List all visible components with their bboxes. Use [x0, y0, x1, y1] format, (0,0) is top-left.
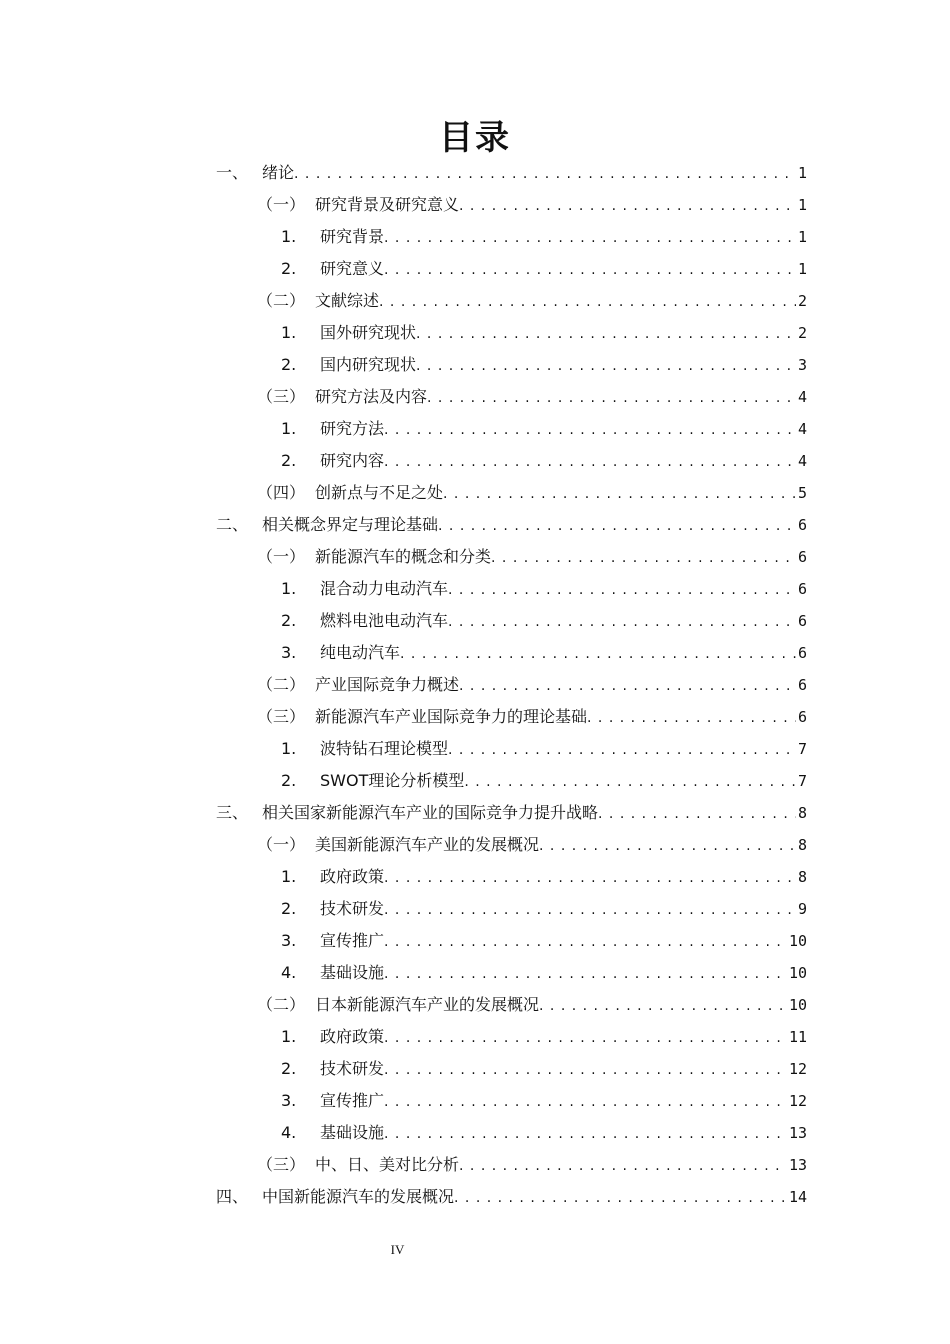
toc-entry-number: （三）	[257, 707, 306, 726]
toc-entry-number: （二）	[257, 995, 306, 1014]
toc-entry-number: 1.	[281, 739, 297, 758]
toc-entry-number: （一）	[257, 835, 306, 854]
toc-entry-page: 6	[797, 708, 807, 726]
toc-entry-page: 4	[797, 452, 807, 470]
toc-entry-page: 6	[797, 644, 807, 662]
toc-entry-title: 技术研发	[320, 899, 385, 918]
toc-entry[interactable]	[281, 349, 807, 381]
toc-entry-title: 基础设施	[320, 1123, 385, 1142]
toc-entry[interactable]	[216, 1181, 807, 1213]
toc-entry-page: 11	[788, 1028, 807, 1046]
toc-entry[interactable]	[257, 1149, 807, 1181]
toc-entry-title: 研究背景及研究意义	[315, 195, 460, 214]
toc-entry-page: 9	[797, 900, 807, 918]
toc-entry-page: 10	[788, 996, 807, 1014]
toc-entry-title: 相关国家新能源汽车产业的国际竞争力提升战略	[262, 803, 599, 822]
toc-entry-page: 1	[797, 196, 807, 214]
toc-entry-page: 3	[797, 356, 807, 374]
toc-entry-number: 1.	[281, 227, 297, 246]
toc-entry-page: 2	[797, 292, 807, 310]
toc-entry-title: SWOT理论分析模型	[320, 771, 465, 790]
toc-leader-dots	[384, 253, 796, 285]
toc-leader-dots	[598, 797, 796, 829]
toc-leader-dots	[448, 605, 796, 637]
toc-entry-number: 一、	[216, 163, 249, 182]
toc-entry-title: 波特钻石理论模型	[320, 739, 449, 758]
toc-entry[interactable]	[281, 861, 807, 893]
toc-entry-title: 燃料电池电动汽车	[320, 611, 449, 630]
toc-entry-number: 4.	[281, 963, 297, 982]
toc-entry[interactable]	[216, 157, 807, 189]
toc-entry-number: 二、	[216, 515, 249, 534]
toc-entry[interactable]	[281, 733, 807, 765]
toc-leader-dots	[400, 637, 796, 669]
toc-entry-title: 基础设施	[320, 963, 385, 982]
toc-entry-page: 6	[797, 580, 807, 598]
toc-entry-title: 中国新能源汽车的发展概况	[262, 1187, 455, 1206]
toc-entry-title: 绪论	[262, 163, 295, 182]
toc-entry-page: 8	[797, 836, 807, 854]
toc-entry-number: （一）	[257, 195, 306, 214]
toc-entry[interactable]	[281, 1117, 807, 1149]
toc-entry-number: （三）	[257, 387, 306, 406]
toc-entry-number: 三、	[216, 803, 249, 822]
toc-entry-page: 4	[797, 420, 807, 438]
toc-entry[interactable]	[216, 509, 807, 541]
toc-entry[interactable]	[216, 797, 807, 829]
toc-leader-dots	[539, 829, 796, 861]
toc-entry[interactable]	[281, 605, 807, 637]
toc-entry-number: 1.	[281, 419, 297, 438]
toc-entry-number: 四、	[216, 1187, 249, 1206]
toc-leader-dots	[427, 381, 796, 413]
toc-entry-title: 相关概念界定与理论基础	[262, 515, 439, 534]
toc-leader-dots	[384, 1021, 787, 1053]
toc-entry[interactable]	[281, 1085, 807, 1117]
toc-entry-page: 6	[797, 676, 807, 694]
toc-entry-number: （三）	[257, 1155, 306, 1174]
toc-entry-number: 3.	[281, 1091, 297, 1110]
toc-entry-page: 1	[797, 228, 807, 246]
toc-leader-dots	[384, 893, 796, 925]
toc-entry-page: 12	[788, 1060, 807, 1078]
toc-entry-page: 7	[797, 772, 807, 790]
toc-leader-dots	[448, 573, 796, 605]
toc-entry-page: 6	[797, 516, 807, 534]
toc-entry-number: （二）	[257, 675, 306, 694]
toc-entry-number: 1.	[281, 867, 297, 886]
toc-leader-dots	[587, 701, 796, 733]
toc-entry-title: 文献综述	[315, 291, 380, 310]
toc-entry-number: 2.	[281, 611, 297, 630]
toc-leader-dots	[454, 1181, 787, 1213]
toc-entry-number: （二）	[257, 291, 306, 310]
toc-entry-number: 1.	[281, 579, 297, 598]
toc-entry[interactable]	[257, 477, 807, 509]
toc-entry[interactable]	[257, 189, 807, 221]
toc-leader-dots	[384, 445, 796, 477]
toc-leader-dots	[459, 1149, 787, 1181]
toc-leader-dots	[379, 285, 796, 317]
toc-entry-number: 2.	[281, 899, 297, 918]
toc-title: 目录	[439, 118, 511, 158]
toc-entry[interactable]	[281, 445, 807, 477]
toc-entry[interactable]	[257, 381, 807, 413]
toc-entry[interactable]	[281, 765, 807, 797]
toc-entry-page: 2	[797, 324, 807, 342]
toc-entry-title: 研究背景	[320, 227, 385, 246]
toc-entry-number: 4.	[281, 1123, 297, 1142]
toc-entry[interactable]	[281, 221, 807, 253]
toc-entry-number: 2.	[281, 355, 297, 374]
toc-entry-page: 8	[797, 868, 807, 886]
toc-entry-page: 10	[788, 932, 807, 950]
toc-entry[interactable]	[257, 989, 807, 1021]
toc-leader-dots	[491, 541, 796, 573]
toc-entry-title: 产业国际竞争力概述	[315, 675, 460, 694]
toc-leader-dots	[464, 765, 796, 797]
toc-entry-number: 2.	[281, 451, 297, 470]
toc-entry-title: 研究意义	[320, 259, 385, 278]
toc-entry-title: 中、日、美对比分析	[315, 1155, 460, 1174]
toc-entry[interactable]	[281, 317, 807, 349]
toc-entry-page: 13	[788, 1124, 807, 1142]
toc-entry-page: 7	[797, 740, 807, 758]
toc-entry-page: 13	[788, 1156, 807, 1174]
toc-leader-dots	[416, 317, 796, 349]
toc-leader-dots	[443, 477, 796, 509]
toc-entry-number: 1.	[281, 323, 297, 342]
toc-entry-number: （一）	[257, 547, 306, 566]
toc-entry-title: 新能源汽车的概念和分类	[315, 547, 492, 566]
toc-entry-number: 2.	[281, 771, 297, 790]
toc-entry-title: 国内研究现状	[320, 355, 417, 374]
toc-entry-title: 政府政策	[320, 1027, 385, 1046]
toc-entry[interactable]	[281, 893, 807, 925]
toc-entry-page: 10	[788, 964, 807, 982]
toc-entry-page: 14	[788, 1188, 807, 1206]
toc-leader-dots	[459, 189, 796, 221]
toc-leader-dots	[384, 1053, 787, 1085]
toc-leader-dots	[294, 157, 796, 189]
toc-entry-title: 日本新能源汽车产业的发展概况	[315, 995, 540, 1014]
toc-entry-title: 纯电动汽车	[320, 643, 401, 662]
toc-leader-dots	[384, 413, 796, 445]
toc-entry[interactable]	[281, 413, 807, 445]
toc-entry-title: 研究方法	[320, 419, 385, 438]
toc-entry-number: 2.	[281, 1059, 297, 1078]
toc-leader-dots	[384, 1117, 787, 1149]
toc-entry-page: 8	[797, 804, 807, 822]
toc-entry-page: 1	[797, 164, 807, 182]
toc-entry[interactable]	[257, 701, 807, 733]
toc-entry[interactable]	[257, 285, 807, 317]
toc-entry-page: 6	[797, 548, 807, 566]
toc-entry[interactable]	[281, 637, 807, 669]
toc-entry-title: 新能源汽车产业国际竞争力的理论基础	[315, 707, 588, 726]
toc-entry-title: 国外研究现状	[320, 323, 417, 342]
toc-leader-dots	[448, 733, 796, 765]
toc-leader-dots	[384, 925, 787, 957]
toc-entry[interactable]	[257, 829, 807, 861]
toc-leader-dots	[459, 669, 796, 701]
toc-entry-page: 1	[797, 260, 807, 278]
toc-entry-page: 12	[788, 1092, 807, 1110]
toc-entry-number: 1.	[281, 1027, 297, 1046]
toc-leader-dots	[438, 509, 796, 541]
toc-entry[interactable]	[257, 669, 807, 701]
toc-entry-title: 技术研发	[320, 1059, 385, 1078]
toc-entry-title: 创新点与不足之处	[315, 483, 444, 502]
toc-leader-dots	[384, 861, 796, 893]
toc-entry[interactable]	[281, 1021, 807, 1053]
toc-entry-page: 5	[797, 484, 807, 502]
toc-entry[interactable]	[281, 253, 807, 285]
toc-entry-title: 美国新能源汽车产业的发展概况	[315, 835, 540, 854]
page-number-label: IV	[390, 1242, 405, 1257]
toc-leader-dots	[539, 989, 787, 1021]
toc-entry-number: 3.	[281, 643, 297, 662]
toc-entry-title: 研究方法及内容	[315, 387, 428, 406]
toc-entry-number: （四）	[257, 483, 306, 502]
toc-entry[interactable]	[281, 573, 807, 605]
toc-leader-dots	[384, 221, 796, 253]
toc-entry-title: 宣传推广	[320, 1091, 385, 1110]
toc-entry-page: 4	[797, 388, 807, 406]
toc-entry[interactable]	[281, 925, 807, 957]
toc-entry-title: 混合动力电动汽车	[320, 579, 449, 598]
toc-leader-dots	[384, 1085, 787, 1117]
toc-entry-title: 政府政策	[320, 867, 385, 886]
toc-entry-number: 2.	[281, 259, 297, 278]
toc-leader-dots	[384, 957, 787, 989]
toc-entry[interactable]	[281, 957, 807, 989]
toc-entry[interactable]	[281, 1053, 807, 1085]
toc-entry-page: 6	[797, 612, 807, 630]
toc-entry-number: 3.	[281, 931, 297, 950]
toc-entry-title: 宣传推广	[320, 931, 385, 950]
toc-entry-title: 研究内容	[320, 451, 385, 470]
toc-leader-dots	[416, 349, 796, 381]
toc-entry[interactable]	[257, 541, 807, 573]
